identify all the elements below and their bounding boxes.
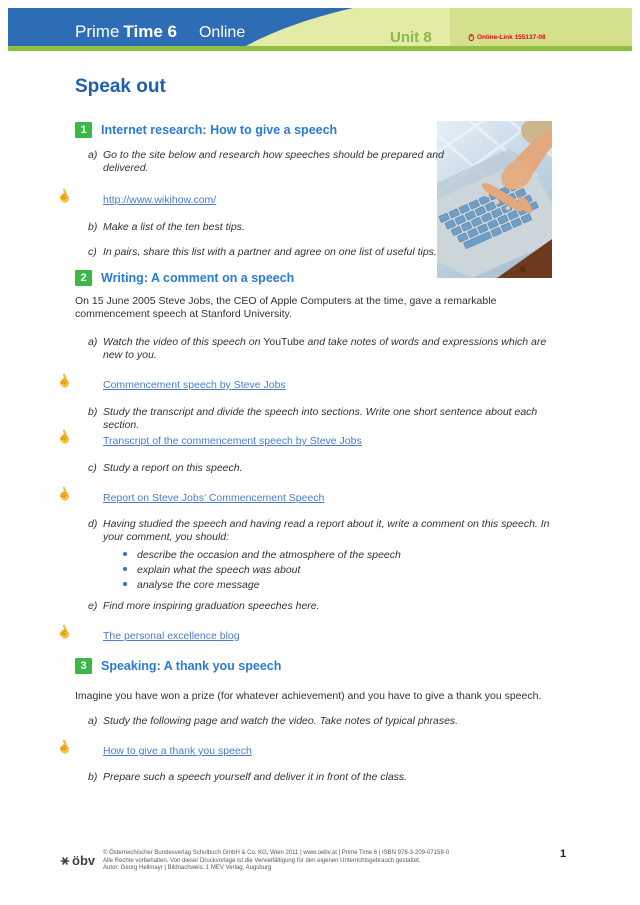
task-text: Go to the site below and research how speeches should be prepared and delivered.	[103, 149, 444, 174]
list-item: explain what the speech was about	[103, 563, 565, 578]
link-row	[54, 186, 217, 207]
online-link-text: Online-Link 155137-08	[477, 34, 546, 41]
intro-paragraph: Imagine you have won a prize (for whatever achievement) and you have to give a thank you speech.	[75, 690, 542, 702]
section-3-number-badge: 3	[75, 658, 92, 674]
task-row	[75, 518, 565, 593]
section-1-number-badge: 1	[75, 122, 92, 138]
task-text: Study the transcript and divide the speech into sections. Write one short sentence about each section.	[103, 406, 538, 431]
task-text: In pairs, share this list with a partner and agree on one list of useful tips.	[103, 246, 437, 258]
task-text: Having studied the speech and having read a report about it, write a comment on this speech. In your comment, you should: describe the occasion and the atmosphere of the speech explain what the speech was about analyse the core message	[103, 518, 565, 593]
section-2-header	[75, 270, 294, 286]
task-row	[75, 462, 565, 475]
section-1-header	[75, 122, 337, 138]
task-row	[75, 771, 565, 784]
oebv-star-icon	[60, 856, 70, 866]
task-text: Study a report on this speech.	[103, 462, 243, 474]
link-row	[54, 427, 362, 448]
bullet-dot-icon	[123, 552, 127, 556]
page-title: Speak out	[75, 76, 166, 97]
link-report[interactable]: Report on Steve Jobs’ Commencement Speech	[103, 492, 325, 504]
task-row	[75, 715, 565, 728]
task-text: Find more inspiring graduation speeches here.	[103, 600, 320, 612]
page-number: 1	[560, 848, 567, 860]
imprint-line: Autor: Georg Hellmayr | Bildnachweis: 1 MEV Verlag, Augsburg	[103, 865, 272, 871]
link-row	[54, 371, 286, 392]
pointer-hand-icon: ☝	[54, 737, 74, 757]
pointer-hand-icon: ☝	[54, 427, 74, 447]
task-label: b)	[88, 406, 98, 418]
task-row	[75, 246, 565, 259]
task-text: Study the following page and watch the video. Take notes of typical phrases.	[103, 715, 459, 727]
header-green-bar	[8, 46, 632, 51]
imprint-line: © Österreichischer Bundesverlag Schulbuch GmbH & Co. KG, Wien 2011 | www.oebv.at | Prime Time 6 | ISBN 978-3-209-07159-0	[103, 850, 450, 856]
link-row	[54, 737, 252, 758]
brand-title	[75, 22, 245, 42]
pointer-hand-icon: ☝	[54, 484, 74, 504]
pointer-hand-icon: ☝	[54, 622, 74, 642]
task-row	[75, 149, 565, 175]
brand-time: Time 6	[123, 22, 177, 41]
task-label: d)	[88, 518, 98, 530]
task-label: a)	[88, 336, 98, 348]
brand-prime: Prime	[75, 22, 120, 41]
intro-paragraph: On 15 June 2005 Steve Jobs, the CEO of Apple Computers at the time, gave a remarkable commencement speech at Stanford University.	[75, 295, 497, 320]
imprint-text	[103, 850, 449, 873]
link-transcript[interactable]: Transcript of the commencement speech by Steve Jobs	[103, 435, 362, 447]
task-row	[75, 336, 565, 362]
youtube-word: YouTube	[263, 336, 305, 348]
section-2-title: Writing: A comment on a speech	[101, 271, 295, 285]
pointer-hand-icon: ☝	[54, 371, 74, 391]
task-row	[75, 600, 565, 613]
link-row	[54, 622, 240, 643]
link-wikihow[interactable]: http://www.wikihow.com/	[103, 194, 217, 206]
pointer-hand-icon: ☝	[54, 186, 74, 206]
section-3-title: Speaking: A thank you speech	[101, 659, 282, 673]
link-row	[54, 484, 325, 505]
section-2-number-badge: 2	[75, 270, 92, 286]
link-thank-you-speech[interactable]: How to give a thank you speech	[103, 745, 252, 757]
task-label: e)	[88, 600, 98, 612]
link-personal-excellence-blog[interactable]: The personal excellence blog	[103, 630, 240, 642]
task-label: c)	[88, 462, 97, 474]
task-text: Watch the video of this speech on YouTube and take notes of words and expressions which are new to you.	[103, 336, 547, 361]
brand-online: Online	[198, 24, 246, 41]
imprint-line: Alle Rechte vorbehalten. Von dieser Druckvorlage ist die Vervielfältigung für den eigenen Unterrichtsgebrauch gestattet.	[103, 857, 421, 864]
footer	[0, 848, 640, 878]
task-label: b)	[88, 221, 98, 233]
task-label: c)	[88, 246, 97, 258]
bullet-dot-icon	[123, 567, 127, 571]
section-3-header	[75, 658, 281, 674]
publisher-logo	[60, 853, 95, 868]
task-label: a)	[88, 715, 98, 727]
task-label: a)	[88, 149, 98, 161]
header-banner	[8, 8, 632, 46]
online-link-icon	[468, 34, 475, 41]
requirements-list	[103, 548, 565, 593]
task-text: Prepare such a speech yourself and deliver it in front of the class.	[103, 771, 408, 783]
list-item: analyse the core message	[103, 578, 565, 593]
online-link[interactable]	[468, 34, 546, 41]
publisher-logo-text: öbv	[72, 853, 96, 868]
task-row	[75, 406, 565, 432]
bullet-dot-icon	[123, 582, 127, 586]
unit-label: Unit 8	[390, 29, 432, 46]
task-row	[75, 221, 565, 234]
task-label: b)	[88, 771, 98, 783]
section-1-title: Internet research: How to give a speech	[101, 123, 338, 137]
task-text: Make a list of the ten best tips.	[103, 221, 245, 233]
link-commencement-speech[interactable]: Commencement speech by Steve Jobs	[103, 379, 286, 391]
list-item: describe the occasion and the atmosphere of the speech	[103, 548, 565, 563]
